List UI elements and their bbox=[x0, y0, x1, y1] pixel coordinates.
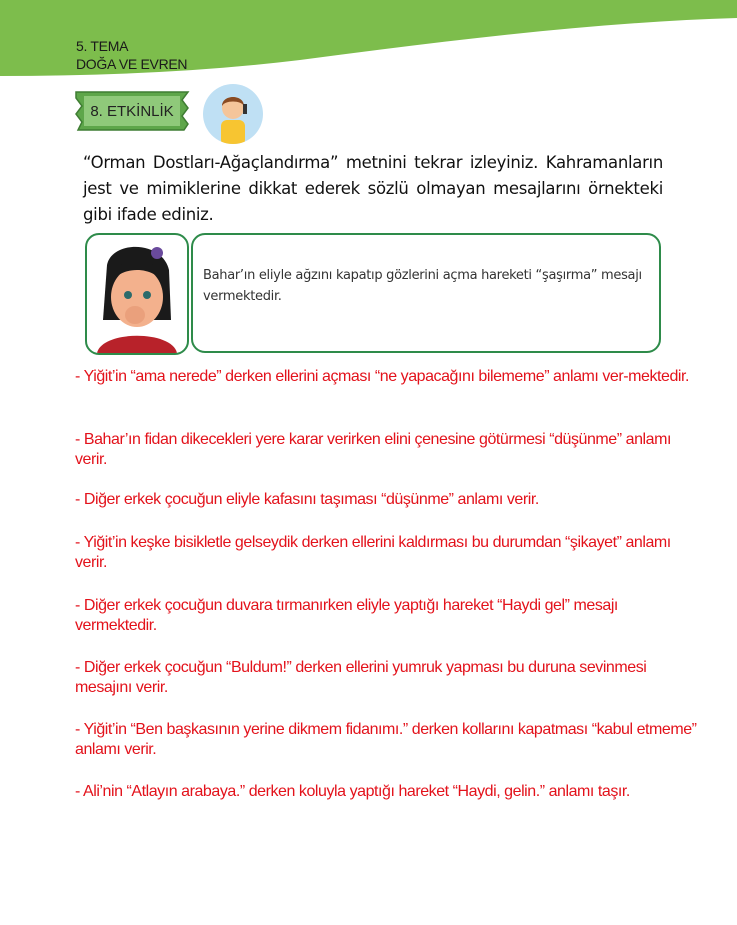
answer-item: - Bahar’ın fidan dikecekleri yere karar verirken elini çenesine götürmesi “düşünme” anlamı verir. bbox=[75, 431, 671, 468]
theme-number: 5. TEMA bbox=[76, 38, 129, 54]
activity-label: 8. ETKİNLİK bbox=[90, 102, 174, 120]
bahar-illustration bbox=[85, 233, 189, 355]
answer-item: - Diğer erkek çocuğun eliyle kafasını taşıması “düşünme” anlamı verir. bbox=[75, 491, 539, 508]
answer-item: - Diğer erkek çocuğun “Buldum!” derken ellerini yumruk yapması bu duruna sevinmesi mesajını verir. bbox=[75, 659, 647, 696]
answer-item: - Ali’nin “Atlayın arabaya.” derken koluyla yaptığı hareket “Haydi, gelin.” anlamı taşır. bbox=[75, 783, 630, 800]
boy-phone-illustration bbox=[203, 84, 263, 144]
theme-name: DOĞA VE EVREN bbox=[76, 56, 188, 72]
activity-badge bbox=[72, 88, 192, 134]
instruction-text: “Orman Dostları-Ağaçlandırma” metnini tekrar izleyiniz. Kahramanların jest ve mimiklerine dikkat ederek sözlü olmayan mesajlarını örnekteki gibi ifade ediniz. bbox=[83, 153, 663, 224]
answer-item: - Yiğit’in “ama nerede” derken ellerini açması “ne yapacağını bilememe” anlamı ver-mektedir. bbox=[75, 368, 689, 385]
answer-item: - Diğer erkek çocuğun duvara tırmanırken eliyle yaptığı hareket “Haydi gel” mesajı vermektedir. bbox=[75, 597, 618, 634]
answer-item: - Yiğit’in “Ben başkasının yerine dikmem fidanımı.” derken kollarını kapatması “kabul etmeme” anlamı verir. bbox=[75, 721, 697, 758]
example-text: Bahar’ın eliyle ağzını kapatıp gözlerini açma hareketi “şaşırma” mesajı vermektedir. bbox=[203, 268, 642, 304]
example-box bbox=[191, 233, 661, 353]
answer-item: - Yiğit’in keşke bisikletle gelseydik derken ellerini kaldırması bu durumdan “şikayet” anlamı verir. bbox=[75, 534, 671, 571]
